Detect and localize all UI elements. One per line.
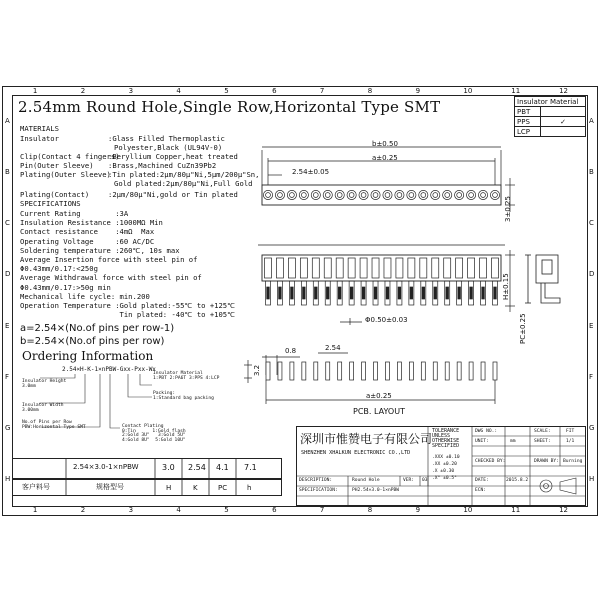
scale-value: FIT: [566, 429, 575, 434]
pins-per-row-note: No.of Pins per Row PBW:Horizontal Type SMT: [22, 420, 86, 430]
border-row-right-H: H: [589, 475, 595, 484]
border-col-bottom-10: 10: [463, 506, 473, 514]
border-row-right-B: B: [589, 167, 594, 176]
material-pps: PPS: [515, 117, 541, 127]
border-col-top-8: 8: [367, 87, 373, 95]
plating-outer-label: Plating(Outer Sleeve): [20, 170, 111, 179]
company-name-en: SHENZHEN XHALKUN ELECTRONIC CO.,LTD: [301, 450, 411, 456]
border-row-right-F: F: [589, 372, 594, 381]
spec-line: Average Insertion force with steel pin of: [20, 255, 198, 264]
border-row-right-C: C: [589, 219, 594, 228]
dim-b: b±0.50: [372, 140, 398, 148]
specification-label: SPECIFICATION:: [299, 488, 338, 493]
spec-line: Average Withdrawal force with steel pin of: [20, 273, 202, 283]
pcb-layout-label: PCB. LAYOUT: [353, 407, 405, 416]
company-name-cn: 深圳市惟赞电子有限公司: [300, 432, 433, 446]
insulator-width-note: Insulator Width 3.00mm: [22, 403, 64, 413]
formula-b: b=2.54×(No.of pins per row): [20, 336, 165, 347]
material-pps-mark: ✓: [541, 117, 586, 127]
packing-note: Packing: 1:Standard bag packing: [153, 391, 214, 401]
plating-contact-label: Plating(Contact): [20, 190, 90, 199]
border-col-top-1: 1: [32, 87, 38, 95]
insulator-table-header: Insulator Material: [515, 97, 586, 107]
border-col-top-6: 6: [272, 87, 277, 95]
col-h-label: H: [166, 484, 172, 492]
tolerance-xxx: .XXX ±0.10: [432, 455, 460, 460]
specifications-heading: SPECIFICATIONS: [20, 199, 81, 208]
col-k-label: K: [193, 484, 198, 492]
ordering-heading: Ordering Information: [22, 349, 154, 363]
param-pc: 4.1: [216, 463, 229, 472]
pcb-dim-32: 3.2: [253, 364, 261, 376]
tolerance-note: TOLERANCE UNLESS OTHERWISE SPECIFIED: [432, 428, 460, 449]
scale-label: SCALE:: [534, 429, 551, 434]
insulator-material-note: Insulator Material 1:PBT 2:PA6T 3:PPS 4:LCP: [153, 371, 220, 381]
drawn-by-label: DRAWN BY:: [534, 459, 559, 464]
clip-value: :Beryllium Copper,heat treated: [108, 152, 238, 161]
pcb-dim-a: a±0.25: [366, 392, 392, 400]
border-col-bottom-4: 4: [176, 506, 181, 514]
border-row-right-D: D: [589, 270, 595, 279]
clip-label: Clip(Contact 4 fingers): [20, 152, 120, 161]
border-col-top-7: 7: [319, 87, 325, 95]
border-col-bottom-7: 7: [319, 506, 325, 514]
border-col-top-12: 12: [559, 87, 568, 95]
unit-label: UNIT:: [475, 439, 489, 444]
border-col-top-4: 4: [176, 87, 181, 95]
dim-width: 3±0.25: [504, 196, 512, 222]
col-pc-label: PC: [218, 484, 228, 492]
contact-plating-note: Contact Plating 0:Tin 1:Gold flash 2:Gold 3U" 3:Gold 5U" 4:Gold 8U" 5:Gold 10U": [122, 424, 186, 443]
spec-line: Operating Voltage :60 AC/DC: [20, 236, 155, 246]
date-value: 2015.8.2: [506, 478, 529, 483]
material-lcp: LCP: [515, 127, 541, 137]
sheet-value: 1/1: [566, 439, 575, 444]
plating-outer-value-2: Gold plated:2μm/80μ"Ni,Full Gold: [114, 179, 253, 188]
dim-height: H±0.15: [502, 273, 510, 300]
ecn-label: ECN:: [475, 488, 487, 493]
border-row-right-E: E: [589, 321, 594, 330]
border-col-top-2: 2: [80, 87, 86, 95]
spec-line: Tin plated: -40℃ to +105℃: [20, 310, 236, 320]
customer-part-label: 客户料号: [22, 483, 50, 491]
border-col-bottom-6: 6: [272, 506, 277, 514]
border-row-left-B: B: [5, 167, 10, 176]
border-row-left-A: A: [5, 116, 10, 125]
border-row-left-E: E: [5, 321, 10, 330]
drawn-by-value: Burning: [563, 459, 583, 464]
material-pbt: PBT: [515, 107, 541, 117]
ver-value: 03: [422, 478, 428, 483]
border-col-top-5: 5: [224, 87, 229, 95]
border-row-right-G: G: [589, 424, 595, 433]
param-k: 2.54: [188, 463, 206, 472]
ordering-code: 2.54×H-K-1×nPBW-Gxx-Pxx-Wx: [62, 366, 156, 373]
formula-a: a=2.54×(No.of pins per row-1): [20, 323, 175, 334]
spec-line: Φ0.43mm/0.17:<250g: [20, 264, 98, 274]
border-col-bottom-2: 2: [80, 506, 86, 514]
ver-label: VER:: [403, 478, 415, 483]
tolerance-x: .X ±0.30: [432, 469, 455, 474]
border-row-left-H: H: [5, 475, 11, 484]
model-label: 规格型号: [96, 483, 124, 491]
spec-line: Current Rating :3A: [20, 209, 129, 218]
border-col-top-9: 9: [415, 87, 421, 95]
dim-pc: PC±0.25: [519, 313, 527, 344]
spec-line: Soldering temperature :260℃, 10s max: [20, 245, 180, 255]
insulator-label: Insulator: [20, 134, 59, 143]
border-col-bottom-8: 8: [367, 506, 373, 514]
specification-value: PH2.54×3.0-1×nPBW: [352, 488, 400, 493]
spec-line: Insulation Resistance :1000MΩ Min: [20, 218, 163, 228]
description-value: Round Hole: [352, 478, 380, 483]
insulator-height-note: Insulator Height 3.0mm: [22, 379, 67, 389]
tolerance-xx: .XX ±0.20: [432, 462, 457, 467]
border-row-right-A: A: [589, 116, 594, 125]
border-row-left-D: D: [5, 270, 11, 279]
dwg-no-label: DWG NO.:: [475, 429, 498, 434]
border-col-bottom-9: 9: [415, 506, 421, 514]
plating-contact-value: :2μm/80μ"Ni,gold or Tin plated: [108, 190, 238, 199]
drawing-title: 2.54mm Round Hole,Single Row,Horizontal Type SMT: [18, 98, 441, 116]
border-row-left-F: F: [5, 372, 10, 381]
sheet-label: SHEET:: [534, 439, 551, 444]
spec-line: Operation Temperature :Gold plated:-55℃ to +125℃: [20, 301, 236, 310]
border-col-bottom-12: 12: [559, 506, 568, 514]
plating-outer-value-1: :Tin plated:2μm/80μ"Ni,5μm/200μ"Sn,: [108, 170, 260, 179]
spec-line: Contact resistance :4mΩ Max: [20, 227, 155, 237]
pin-value: :Brass,Machined CuZn39Pb2: [108, 161, 217, 170]
border-col-top-3: 3: [128, 87, 134, 95]
insulator-value-1: :Glass Filled Thermoplastic: [108, 134, 225, 143]
pcb-dim-254: 2.54: [325, 344, 341, 352]
spec-line: Φ0.43mm/0.17:>50g min: [20, 282, 111, 292]
insulator-value-2: Polyester,Black (UL94V-0): [114, 143, 223, 152]
materials-heading: MATERIALS: [20, 124, 59, 133]
date-label: DATE:: [475, 478, 489, 483]
param-h: 3.0: [162, 463, 175, 472]
param-desc: 2.54×3.0-1×nPBW: [73, 463, 139, 471]
border-col-top-10: 10: [463, 87, 473, 95]
tolerance-angle: .X° ±0.5°: [432, 476, 457, 481]
border-row-left-G: G: [5, 424, 11, 433]
param-val: 7.1: [244, 463, 257, 472]
dim-pin-diameter: Φ0.50±0.03: [365, 316, 408, 324]
col-h2-label: h: [247, 484, 252, 492]
spec-line: Mechanical life cycle: min.200: [20, 291, 150, 301]
border-row-left-C: C: [5, 219, 10, 228]
border-col-top-11: 11: [511, 87, 521, 95]
border-col-bottom-3: 3: [128, 506, 134, 514]
border-col-bottom-5: 5: [224, 506, 229, 514]
pin-label: Pin(Outer Sleeve): [20, 161, 94, 170]
checked-by-label: CHECKED BY:: [475, 459, 506, 464]
border-col-bottom-1: 1: [32, 506, 38, 514]
pcb-dim-08: 0.8: [285, 347, 297, 355]
border-col-bottom-11: 11: [511, 506, 521, 514]
dim-a: a±0.25: [372, 154, 398, 162]
description-label: DESCRIPTION:: [299, 478, 333, 483]
dim-pitch: 2.54±0.05: [292, 168, 330, 176]
unit-value: mm: [510, 439, 516, 444]
